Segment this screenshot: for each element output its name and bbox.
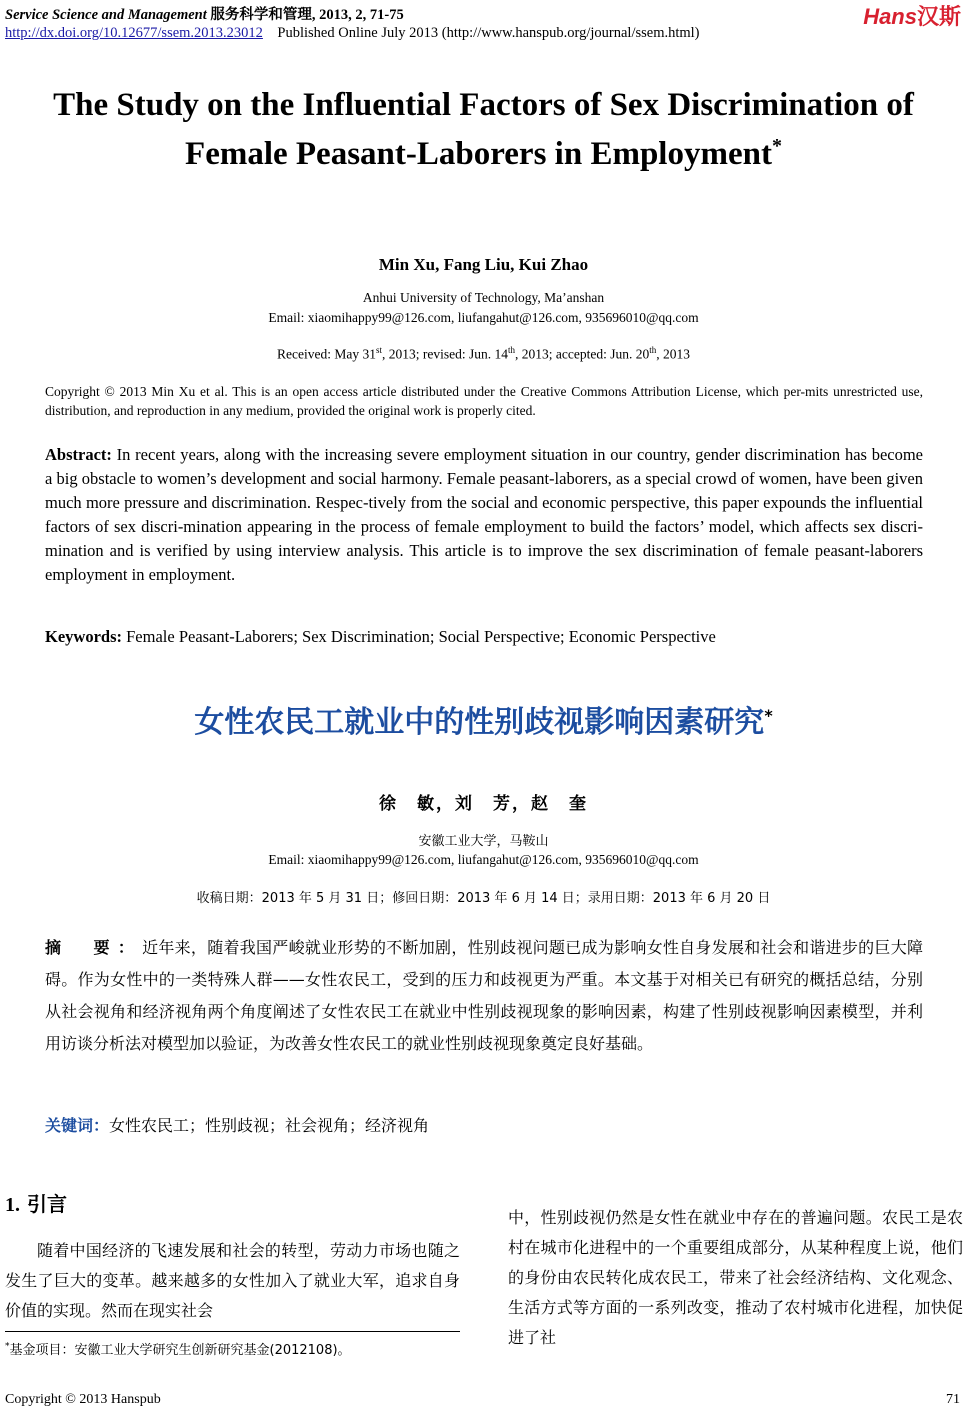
received-dates-cn: 收稿日期：2013 年 5 月 31 日；修回日期：2013 年 6 月 14 日；录用日期：2013 年 6 月 20 日 [196, 891, 771, 906]
footnote-text: 基金项目：安徽工业大学研究生创新研究基金(2012108)。 [9, 1343, 351, 1358]
copyright-notice: Copyright © 2013 Min Xu et al. This is an open access article distributed under the Creative Commons Attribution License, which per-mits unrestricted use, distribution, and reproduction in any medium, provided the original work is properly cited. [45, 384, 923, 418]
section-title: 引言 [26, 1192, 67, 1216]
logo-cjk: 汉斯 [916, 4, 961, 29]
title-cn-mark: * [764, 706, 773, 725]
affiliation-cn: 安徽工业大学，马鞍山 [418, 834, 549, 849]
doi-link[interactable]: http://dx.doi.org/10.12677/ssem.2013.23012 [5, 25, 263, 41]
publisher-logo [863, 0, 961, 31]
body-column-left [5, 1236, 460, 1326]
received-suffix: , 2013 [656, 346, 690, 362]
email-cn: Email: xiaomihappy99@126.com, liufangahut@126.com, 935696010@qq.com [268, 852, 699, 867]
footnote-divider [5, 1331, 460, 1332]
journal-header [5, 3, 404, 24]
received-mid2: , 2013; accepted: Jun. 20 [515, 346, 650, 362]
abstract-en-label: Abstract: [45, 445, 112, 464]
title-en-mark: * [771, 135, 782, 157]
abstract-cn [45, 932, 923, 1060]
abstract-cn-text: 近年来，随着我国严峻就业形势的不断加剧，性别歧视问题已成为影响女性自身发展和社会和谐进步的巨大障碍。作为女性中的一类特殊人群——女性农民工，受到的压力和歧视更为严重。本文基于对相关已有研究的概括总结，分别从社会视角和经济视角两个角度阐述了女性农民工在就业中性别歧视现象的影响因素，构建了性别歧视影响因素模型，并利用访谈分析法对模型加以验证，为改善女性农民工的就业性别歧视现象奠定良好基础。 [45, 938, 923, 1053]
journal-volume: 服务科学和管理, 2013, 2, 71-75 [210, 7, 404, 23]
received-dates-en [0, 345, 967, 363]
doi-line [5, 25, 700, 42]
journal-name: Service Science and Management [5, 7, 207, 23]
keywords-en-label: Keywords: [45, 627, 122, 646]
section-heading [5, 1188, 67, 1217]
abstract-en-text: In recent years, along with the increasing severe employment situation in our country, gender discrimination has become a big obstacle to women’s development and social harmony. Female peasant-laborers, as a special crowd of women, have been given much more pressure and discrimination. Respec-tively from the social and economic perspective, this paper expounds the influential factors of sex discri-mination appearing in the process of female employment to build the factors’ model, which affects sex discri-mination and is verified by using interview analysis. This article is to improve the sex discrimination of female peasant-laborers employment in employment. [45, 445, 924, 584]
page-number: 71 [946, 1392, 960, 1407]
abstract-en [45, 443, 923, 587]
body-paragraph-right: 中，性别歧视仍然是女性在就业中存在的普遍问题。农民工是农村在城市化进程中的一个重要组成部分，从某种程度上说，他们的身份由农民转化成农民工，带来了社会经济结构、文化观念、生活方式等方面的一系列改变，推动了农村城市化进程，加快促进了社 [508, 1208, 963, 1347]
keywords-cn-text: 女性农民工；性别歧视；社会视角；经济视角 [109, 1116, 430, 1135]
paper-title-en [40, 85, 927, 175]
body-paragraph-left: 随着中国经济的飞速发展和社会的转型，劳动力市场也随之发生了巨大的变革。越来越多的女性加入了就业大军，追求自身价值的实现。然而在现实社会 [5, 1241, 460, 1320]
keywords-en [45, 627, 923, 647]
authors-en: Min Xu, Fang Liu, Kui Zhao [378, 255, 589, 274]
logo-latin: Hans [863, 4, 917, 29]
body-column-right [508, 1203, 963, 1353]
footer-copyright: Copyright © 2013 Hanspub [5, 1392, 161, 1407]
keywords-cn-label: 关键词： [45, 1116, 110, 1135]
footnote-mark: * [5, 1341, 10, 1352]
keywords-en-text: Female Peasant-Laborers; Sex Discrimination; Social Perspective; Economic Perspective [126, 627, 716, 646]
paper-title-cn [0, 697, 967, 741]
received-sup2: th [508, 345, 516, 355]
affiliation-en: Anhui University of Technology, Ma’anshan [362, 290, 605, 305]
received-sup3: th [649, 345, 657, 355]
email-en: Email: xiaomihappy99@126.com, liufangahut@126.com, 935696010@qq.com [268, 310, 699, 325]
footnote [5, 1339, 351, 1358]
section-number: 1. [5, 1194, 20, 1216]
published-online: Published Online July 2013 (http://www.hanspub.org/journal/ssem.html) [277, 25, 700, 41]
title-en-text: The Study on the Influential Factors of Sex Discrimination of Female Peasant-Laborers in Employment [53, 87, 914, 172]
authors-cn: 徐 敏，刘 芳，赵 奎 [379, 794, 588, 814]
title-cn-text: 女性农民工就业中的性别歧视影响因素研究 [194, 705, 765, 740]
keywords-cn [45, 1113, 923, 1136]
abstract-cn-label: 摘 要： [45, 938, 143, 957]
received-sup1: st [375, 345, 382, 355]
received-prefix: Received: May 31 [277, 346, 376, 362]
received-mid1: , 2013; revised: Jun. 14 [382, 346, 508, 362]
